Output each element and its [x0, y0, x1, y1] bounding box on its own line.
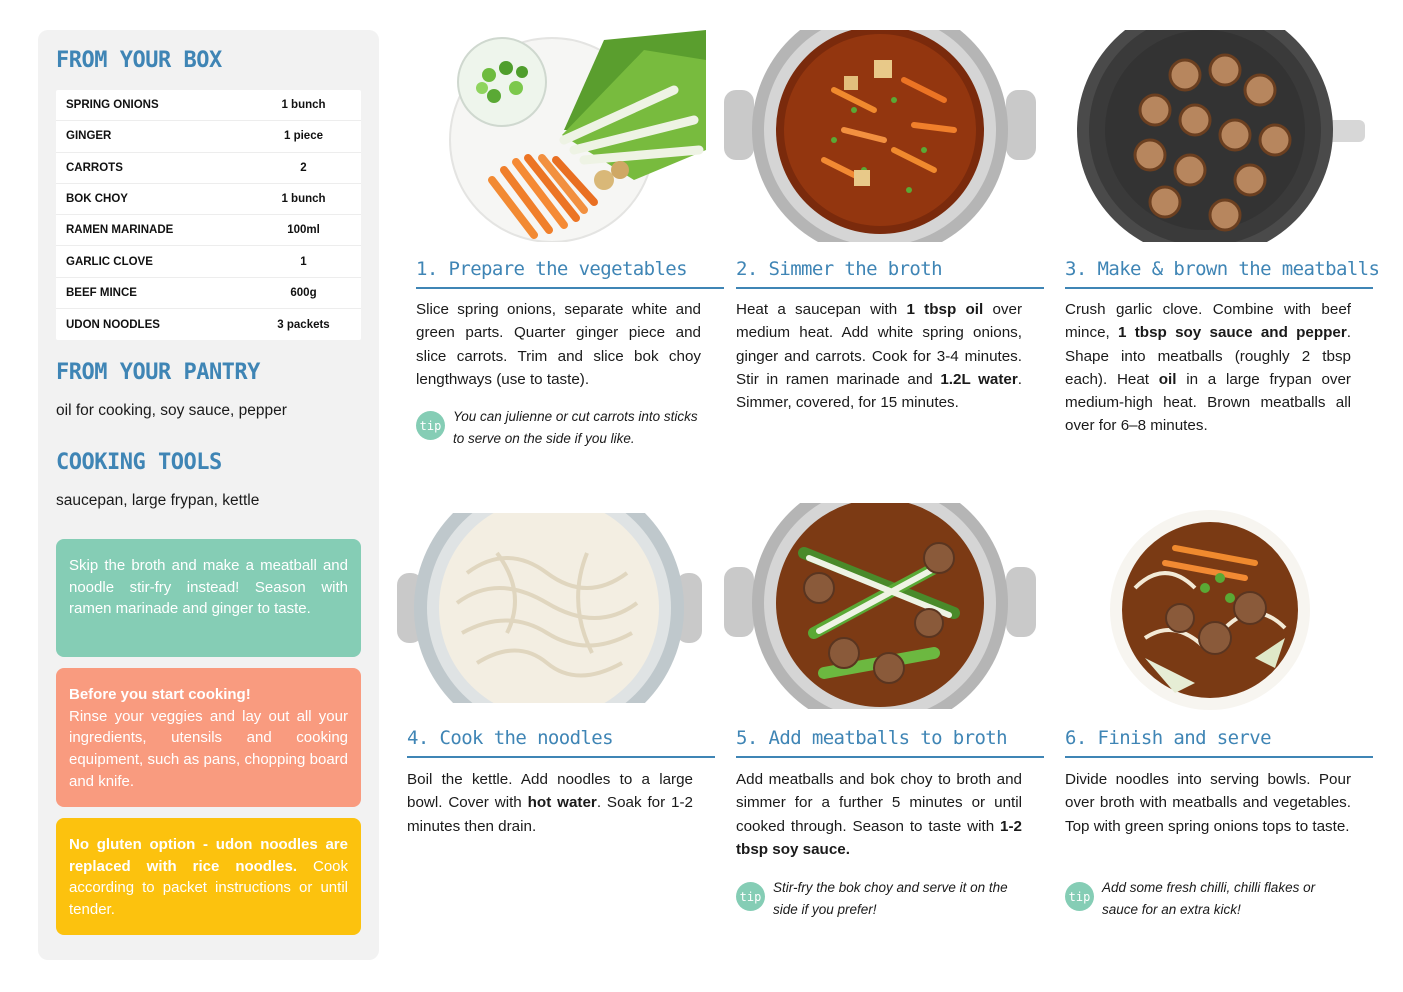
step-text: over medium heat. Add white spring onions, ginger and carrots. Cook for 3-4 minutes. Stir in ramen marinade and [736, 301, 1023, 388]
step-text-bold: 1 tbsp oil [906, 301, 984, 318]
meatballs-frypan-photo [1075, 30, 1365, 242]
step-6-tip [1065, 877, 1351, 920]
tip-text: Add some fresh chilli, chilli flakes or sauce for an extra kick! [1102, 880, 1316, 917]
step-text: in a large frypan over medium-high heat. Brown meatballs all over for 6–8 minutes. [1065, 370, 1351, 435]
tip-icon: tip [1065, 882, 1094, 911]
cooking-tools-items: saucepan, large frypan, kettle [56, 492, 260, 509]
table-row [56, 278, 361, 309]
step-3 [1065, 30, 1380, 470]
step-text: Heat a saucepan with [736, 301, 907, 318]
table-row [56, 246, 361, 277]
step-text: Slice spring onions, separate white and green parts. Quarter ginger piece and slice carrots. Trim and slice bok choy lengthways (use to taste). [416, 301, 701, 388]
ingredients-sidebar [38, 30, 379, 960]
step-text-bold: hot water [527, 794, 597, 812]
cooking-tools-heading: COOKING TOOLS [56, 450, 222, 475]
step-text-bold: 1.2L water [940, 370, 1018, 388]
step-5-tip [736, 877, 1022, 920]
ingredient-name: BEEF MINCE [66, 286, 137, 299]
step-3-title: 3. Make & brown the meatballs [1065, 258, 1373, 289]
table-row [56, 153, 361, 184]
step-2-title: 2. Simmer the broth [736, 258, 1044, 289]
step-text: Boil the kettle. Add noodles to a large bowl. Cover with [407, 771, 693, 812]
ramen-bowl-photo [1105, 508, 1315, 713]
broth-saucepan-photo [724, 30, 1036, 242]
ingredient-name: SPRING ONIONS [66, 99, 159, 112]
tip-icon: tip [736, 882, 765, 911]
tip-text: Stir-fry the bok choy and serve it on the side if you prefer! [773, 880, 1008, 917]
table-row [56, 121, 361, 152]
gluten-free-bold: No gluten option - udon noodles are replaced with rice noodles. [69, 836, 348, 875]
ingredient-qty: 1 piece [284, 130, 323, 143]
prepared-vegetables-photo [444, 30, 706, 242]
step-4-instructions [407, 768, 693, 838]
before-cooking-note [56, 668, 361, 807]
ingredient-name: UDON NOODLES [66, 318, 160, 331]
step-4-title: 4. Cook the noodles [407, 727, 715, 758]
step-6 [1065, 503, 1373, 923]
table-row [56, 90, 361, 121]
ingredient-qty: 100ml [287, 224, 320, 237]
step-text-bold: oil [1158, 370, 1177, 388]
ingredient-qty: 1 bunch [281, 193, 326, 206]
step-1-title: 1. Prepare the vegetables [416, 258, 724, 289]
pantry-items: oil for cooking, soy sauce, pepper [56, 402, 287, 419]
variation-note [56, 539, 361, 657]
from-your-pantry-heading: FROM YOUR PANTRY [56, 360, 260, 385]
before-cooking-title: Before you start cooking! [69, 686, 251, 703]
step-4 [407, 503, 715, 923]
step-text: . Shape into meatballs (roughly 2 tbsp each). Heat [1065, 324, 1351, 388]
variation-note-text: Skip the broth and make a meatball and noodle stir-fry instead! Season with ramen marinade and ginger to taste. [69, 557, 348, 618]
step-2 [736, 30, 1044, 470]
ingredient-qty: 1 [300, 255, 307, 268]
step-2-instructions [736, 298, 1022, 414]
ingredient-name: GARLIC CLOVE [66, 255, 153, 268]
step-text: . Simmer, covered, for 15 minutes. [736, 370, 1022, 412]
table-row [56, 309, 361, 340]
step-text: Crush garlic clove. Combine with beef mince, [1065, 301, 1351, 342]
step-text: . Soak for 1-2 minutes then drain. [407, 794, 693, 835]
step-text: Divide noodles into serving bowls. Pour over broth with meatballs and vegetables. Top with green spring onions tops to taste. [1065, 771, 1351, 835]
gluten-free-text: Cook according to packet instructions or until tender. [69, 857, 348, 919]
tip-text: You can julienne or cut carrots into sticks to serve on the side if you like. [453, 409, 698, 446]
step-1-instructions [416, 298, 701, 391]
step-6-instructions [1065, 768, 1351, 838]
ingredient-qty: 600g [290, 286, 317, 299]
meatballs-broth-pot-photo [724, 503, 1036, 709]
ingredient-qty: 1 bunch [281, 99, 326, 112]
ingredient-name: BOK CHOY [66, 193, 128, 206]
step-5-title: 5. Add meatballs to broth [736, 727, 1044, 758]
before-cooking-text: Rinse your veggies and lay out all your ingredients, utensils and cooking equipment, such as pans, chopping board and knife. [69, 707, 348, 790]
ingredient-name: GINGER [66, 130, 112, 143]
from-your-box-heading: FROM YOUR BOX [56, 48, 222, 73]
udon-noodles-pot-photo [397, 513, 702, 703]
step-text-bold: 1 tbsp soy sauce and pepper [1118, 324, 1347, 342]
tip-icon: tip [416, 411, 445, 440]
table-row [56, 215, 361, 246]
step-3-instructions [1065, 298, 1351, 438]
ingredient-qty: 3 packets [277, 318, 330, 331]
step-6-title: 6. Finish and serve [1065, 727, 1373, 758]
step-5 [736, 503, 1044, 923]
gluten-free-note [56, 818, 361, 935]
step-text-bold: 1-2 tbsp soy sauce. [736, 817, 1022, 858]
step-5-instructions [736, 768, 1022, 861]
step-text: Add meatballs and bok choy to broth and simmer for a further 5 minutes or until cooked through. Season to taste with [736, 771, 1022, 835]
ingredients-table [56, 90, 361, 340]
ingredient-qty: 2 [300, 161, 307, 174]
step-1 [416, 30, 724, 470]
table-row [56, 184, 361, 215]
step-1-tip [416, 406, 706, 449]
ingredient-name: RAMEN MARINADE [66, 224, 174, 237]
ingredient-name: CARROTS [66, 161, 123, 174]
